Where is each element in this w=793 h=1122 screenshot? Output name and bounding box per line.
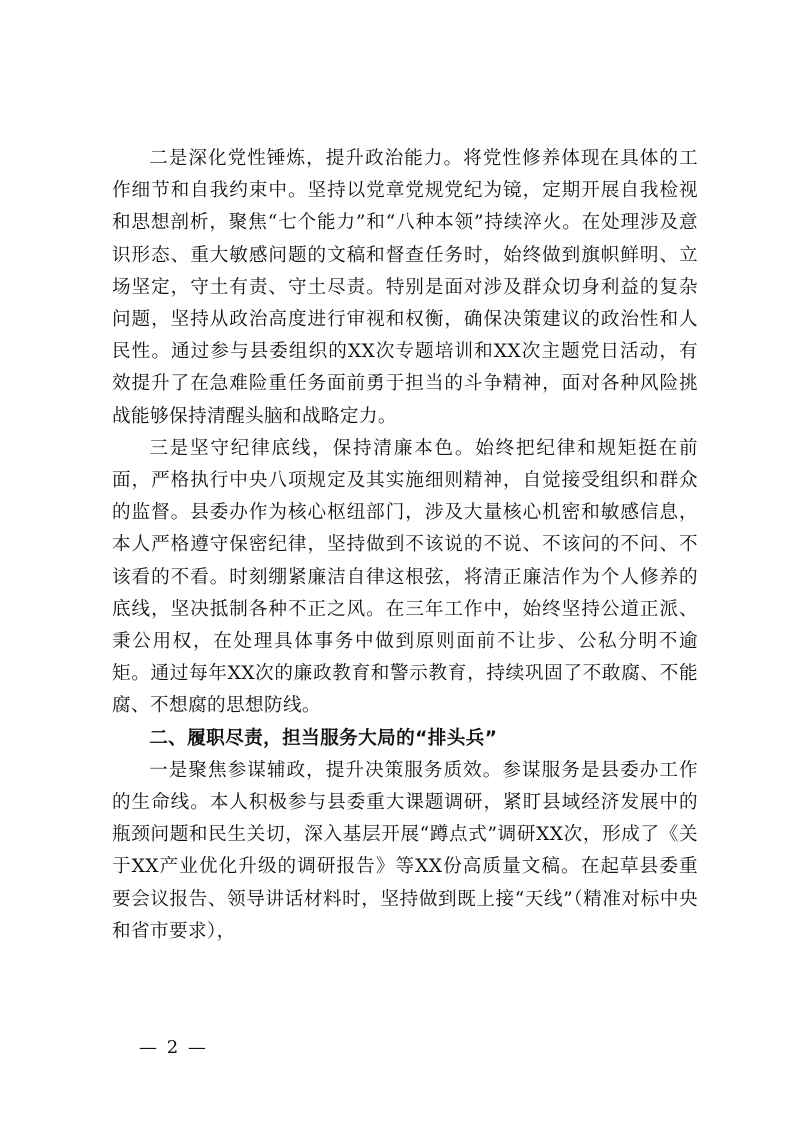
paragraph-advisory-service: 一是聚焦参谋辅政，提升决策服务质效。参谋服务是县委办工作的生命线。本人积极参与县委重大课题调研，紧盯县域经济发展中的瓶颈问题和民生关切，深入基层开展“蹲点式”调研XX次，形成了《关于XX产业优化升级的调研报告》等XX份高质量文稿。在起草县委重要会议报告、领导讲话材料时，坚持做到既上接“天线”（精准对标中央和省市要求）， (112, 759, 698, 942)
page-number: — 2 — (139, 1037, 208, 1058)
section-heading: 二、履职尽责，担当服务大局的“排头兵” (149, 727, 498, 749)
paragraph-party-spirit: 二是深化党性锤炼，提升政治能力。将党性修养体现在具体的工作细节和自我约束中。坚持以党章党规党纪为镜，定期开展自我检视和思想剖析，聚焦“七个能力”和“八种本领”持续淬火。在处理涉及意识形态、重大敏感问题的文稿和督查任务时，始终做到旗帜鲜明、立场坚定，守土有责、守土尽责。特别是面对涉及群众切身利益的复杂问题，坚持从政治高度进行审视和权衡，确保决策建议的政治性和人民性。通过参与县委组织的XX次专题培训和XX次主题党日活动，有效提升了在急难险重任务面前勇于担当的斗争精神，面对各种风险挑战能够保持清醒头脑和战略定力。 (112, 148, 698, 427)
paragraph-discipline: 三是坚守纪律底线，保持清廉本色。始终把纪律和规矩挺在前面，严格执行中央八项规定及其实施细则精神，自觉接受组织和群众的监督。县委办作为核心枢纽部门，涉及大量核心机密和敏感信息，本人严格遵守保密纪律，坚持做到不该说的不说、不该问的不问、不该看的不看。时刻绷紧廉洁自律这根弦，将清正廉洁作为个人修养的底线，坚决抵制各种不正之风。在三年工作中，始终坚持公道正派、秉公用权，在处理具体事务中做到原则面前不让步、公私分明不逾矩。通过每年XX次的廉政教育和警示教育，持续巩固了不敢腐、不能腐、不想腐的思想防线。 (112, 437, 698, 717)
document-body (112, 143, 698, 948)
